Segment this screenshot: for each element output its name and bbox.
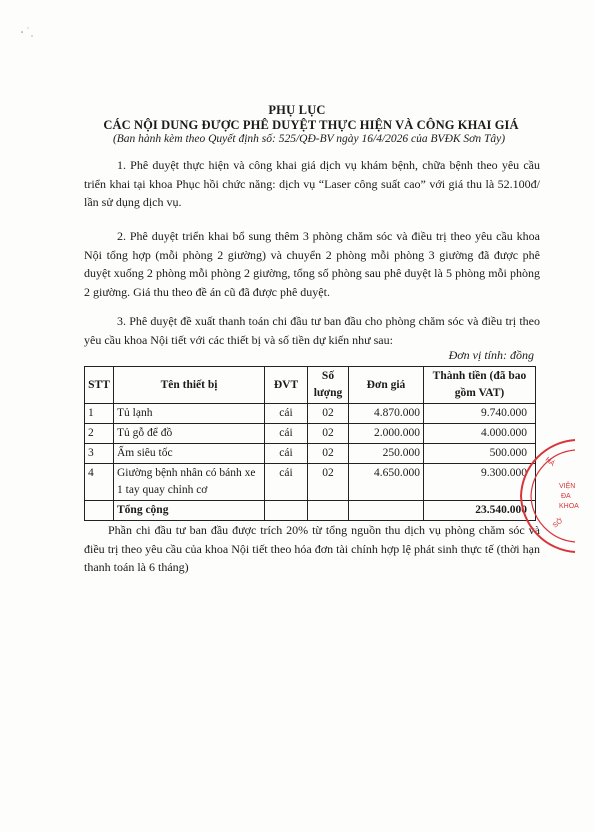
- header-name: Tên thiết bị: [114, 367, 265, 404]
- table-header-row: [85, 367, 536, 404]
- cell-unit: cái: [265, 404, 308, 424]
- table-row: [85, 464, 536, 501]
- svg-text:KHOA: KHOA: [559, 503, 579, 510]
- cell-unit: cái: [265, 464, 308, 501]
- table-row: [85, 404, 536, 424]
- cell-empty: [349, 501, 424, 521]
- cell-name: Tủ gỗ để đồ: [114, 424, 265, 444]
- official-seal-stamp: [515, 436, 579, 556]
- cell-quantity: 02: [308, 404, 349, 424]
- total-amount: 23.540.000: [424, 501, 536, 521]
- svg-text:ĐA: ĐA: [561, 493, 571, 500]
- cell-price: 4.870.000: [349, 404, 424, 424]
- table-row: [85, 424, 536, 444]
- cell-quantity: 02: [308, 444, 349, 464]
- appendix-title: PHỤ LỤC: [268, 103, 326, 117]
- header-quantity: Số lượng: [308, 367, 349, 404]
- scan-mark-icon: [10, 20, 50, 50]
- cell-unit: cái: [265, 424, 308, 444]
- cell-empty: [265, 501, 308, 521]
- cell-unit: cái: [265, 444, 308, 464]
- cell-price: 4.650.000: [349, 464, 424, 501]
- header-total: Thành tiền (đã bao gồm VAT): [424, 367, 536, 404]
- currency-unit-label: Đơn vị tính: đồng: [448, 348, 534, 362]
- paragraph-4: Phần chi đầu tư ban đầu được trích 20% từ tổng nguồn thu dịch vụ phòng chăm sóc và điều trị theo yêu cầu của khoa Nội tiết theo hóa đơn tài chính hợp lệ phát sinh thực tế (thời hạn thanh toán là 6 tháng): [84, 523, 540, 575]
- cell-price: 250.000: [349, 444, 424, 464]
- header-unit: ĐVT: [265, 367, 308, 404]
- svg-text:HÀ: HÀ: [543, 456, 556, 468]
- cell-quantity: 02: [308, 424, 349, 444]
- cell-total: 500.000: [424, 444, 536, 464]
- paragraph-1: 1. Phê duyệt thực hiện và công khai giá dịch vụ khám bệnh, chữa bệnh theo yêu cầu triển khai tại khoa Phục hồi chức năng: dịch vụ “Laser công suất cao” với giá thu là 52.100đ/ lần sử dụng dịch vụ.: [84, 158, 540, 210]
- svg-text:SỞ: SỞ: [551, 517, 565, 530]
- table-row: [85, 444, 536, 464]
- cell-name: Giường bệnh nhân có bánh xe 1 tay quay chỉnh cơ: [114, 464, 265, 501]
- cell-total: 9.300.000: [424, 464, 536, 501]
- appendix-subtitle: CÁC NỘI DUNG ĐƯỢC PHÊ DUYỆT THỰC HIỆN VÀ CÔNG KHAI GIÁ: [103, 118, 519, 132]
- cell-empty: [308, 501, 349, 521]
- cell-stt: 2: [85, 424, 114, 444]
- cell-total: 4.000.000: [424, 424, 536, 444]
- cell-stt: 3: [85, 444, 114, 464]
- paragraph-3: 3. Phê duyệt đề xuất thanh toán chi đầu tư ban đầu cho phòng chăm sóc và điều trị theo yêu cầu khoa Nội tiết với các thiết bị và số tiền dự kiến như sau:: [84, 314, 540, 347]
- total-label: Tổng cộng: [114, 501, 265, 521]
- header-stt: STT: [85, 367, 114, 404]
- cell-name: Tủ lạnh: [114, 404, 265, 424]
- cell-total: 9.740.000: [424, 404, 536, 424]
- table-total-row: [85, 501, 536, 521]
- svg-text:VIỆN: VIỆN: [559, 483, 576, 490]
- decision-reference: (Ban hành kèm theo Quyết định số: 525/QĐ-BV ngày 16/4/2026 của BVĐK Sơn Tây): [112, 133, 506, 145]
- cell-stt-empty: [85, 501, 114, 521]
- header-price: Đơn giá: [349, 367, 424, 404]
- paragraph-2: 2. Phê duyệt triển khai bổ sung thêm 3 phòng chăm sóc và điều trị theo yêu cầu khoa Nội tổng hợp (mỗi phòng 2 giường) và chuyển 2 phòng mỗi phòng 3 giường đã được phê duyệt xuống 2 phòng mỗi phòng 2 giường, tổng số phòng sau phê duyệt là 5 phòng mỗi phòng 2 giường. Giá thu theo đề án cũ đã được phê duyệt.: [84, 229, 540, 300]
- cell-stt: 1: [85, 404, 114, 424]
- cell-quantity: 02: [308, 464, 349, 501]
- cell-stt: 4: [85, 464, 114, 501]
- cell-price: 2.000.000: [349, 424, 424, 444]
- equipment-table: [84, 366, 536, 521]
- cell-name: Ấm siêu tốc: [114, 444, 265, 464]
